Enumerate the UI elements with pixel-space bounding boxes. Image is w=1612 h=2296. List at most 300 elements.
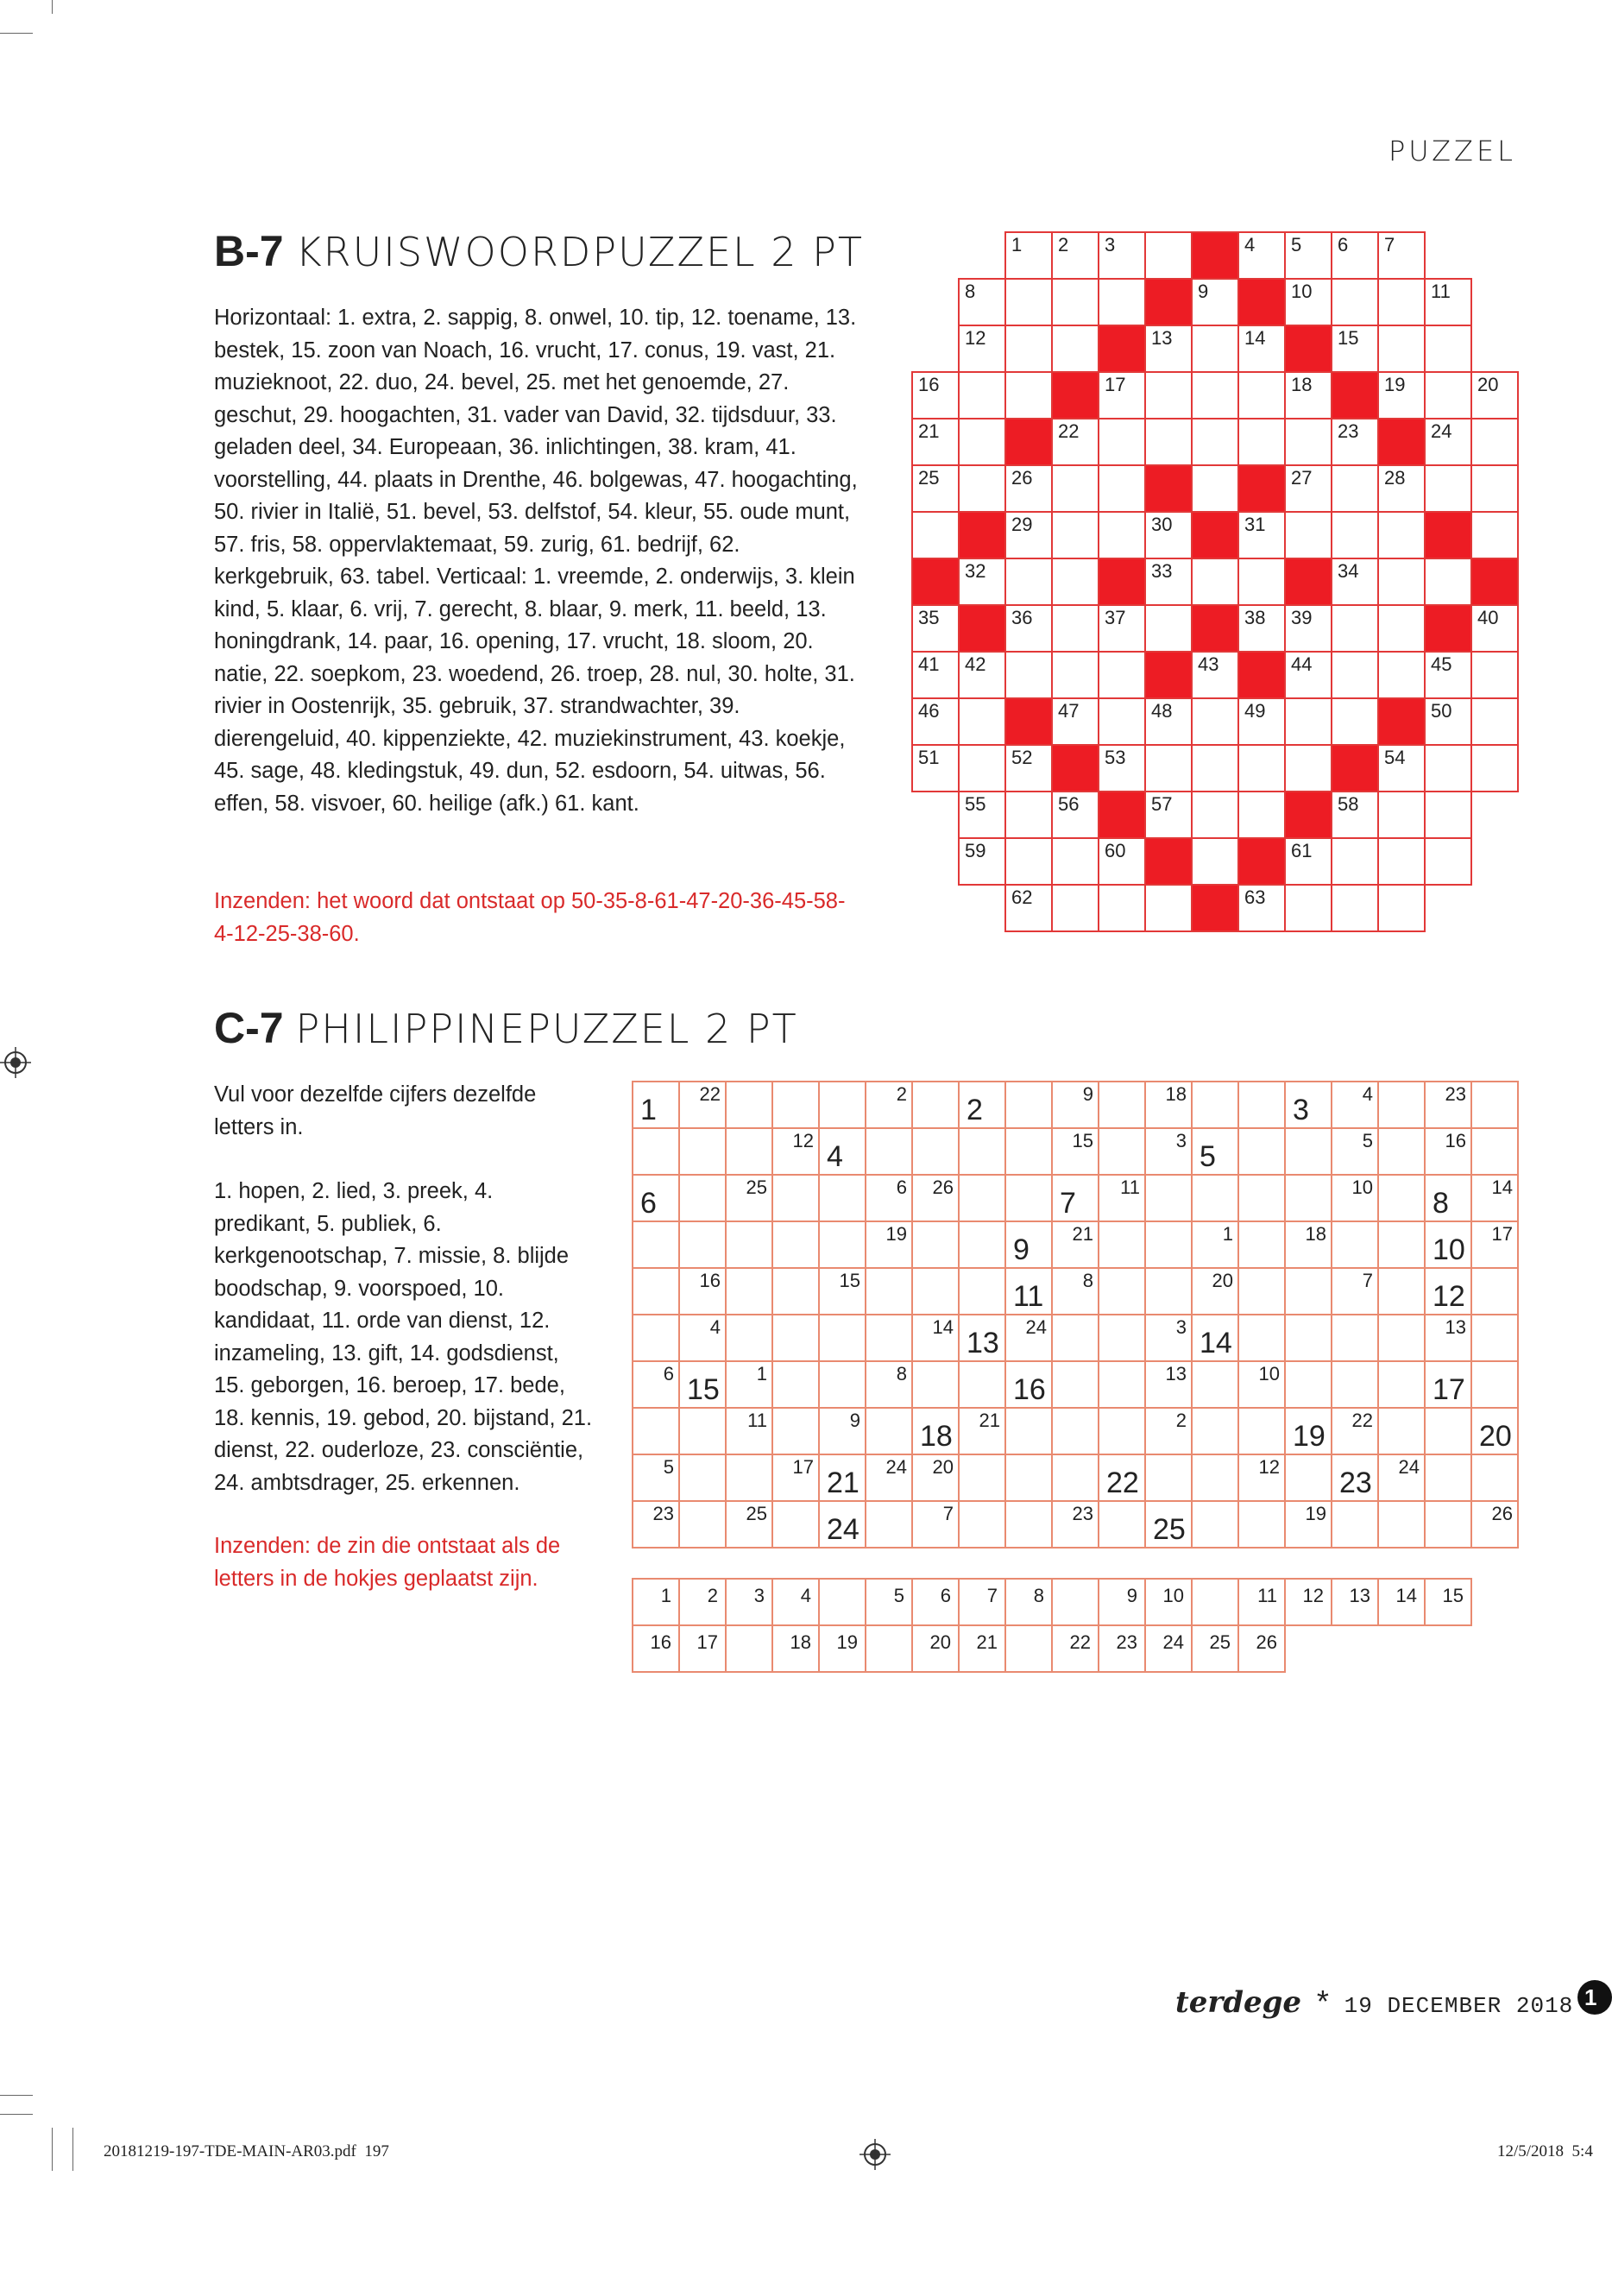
philippine-cell[interactable] bbox=[865, 1360, 913, 1409]
philippine-cell[interactable] bbox=[1470, 1454, 1519, 1502]
crossword-cell[interactable] bbox=[1424, 325, 1472, 373]
crossword-cell[interactable] bbox=[1004, 558, 1053, 606]
answer-cell[interactable] bbox=[1237, 1578, 1286, 1626]
crossword-cell[interactable] bbox=[1051, 558, 1099, 606]
philippine-cell[interactable] bbox=[1237, 1081, 1286, 1129]
crossword-cell[interactable] bbox=[1424, 791, 1472, 839]
answer-cell[interactable] bbox=[911, 1624, 960, 1673]
crossword-cell[interactable] bbox=[1098, 231, 1146, 280]
crossword-cell[interactable] bbox=[1051, 697, 1099, 746]
philippine-cell[interactable] bbox=[1004, 1360, 1053, 1409]
philippine-cell[interactable] bbox=[1144, 1221, 1193, 1269]
crossword-cell[interactable] bbox=[911, 744, 960, 792]
crossword-cell[interactable] bbox=[1098, 837, 1146, 886]
crossword-cell[interactable] bbox=[1377, 231, 1426, 280]
philippine-cell[interactable] bbox=[818, 1267, 866, 1315]
philippine-cell[interactable] bbox=[1051, 1314, 1099, 1362]
philippine-cell[interactable] bbox=[1331, 1360, 1379, 1409]
answer-cell[interactable] bbox=[1377, 1578, 1426, 1626]
philippine-cell[interactable] bbox=[678, 1360, 727, 1409]
crossword-cell[interactable] bbox=[1237, 697, 1286, 746]
philippine-cell[interactable] bbox=[1470, 1314, 1519, 1362]
crossword-cell[interactable] bbox=[1377, 464, 1426, 513]
philippine-cell[interactable] bbox=[1470, 1081, 1519, 1129]
crossword-cell[interactable] bbox=[1004, 651, 1053, 699]
philippine-cell[interactable] bbox=[632, 1454, 680, 1502]
crossword-cell[interactable] bbox=[1284, 697, 1332, 746]
crossword-cell[interactable] bbox=[1144, 791, 1193, 839]
philippine-cell[interactable] bbox=[1237, 1127, 1286, 1176]
philippine-cell[interactable] bbox=[1331, 1081, 1379, 1129]
philippine-cell[interactable] bbox=[632, 1081, 680, 1129]
answer-cell[interactable] bbox=[1191, 1624, 1239, 1673]
philippine-cell[interactable] bbox=[1424, 1127, 1472, 1176]
philippine-cell[interactable] bbox=[1377, 1081, 1426, 1129]
crossword-cell[interactable] bbox=[1191, 418, 1239, 466]
crossword-cell[interactable] bbox=[911, 511, 960, 559]
philippine-cell[interactable] bbox=[958, 1500, 1006, 1549]
crossword-cell[interactable] bbox=[1470, 697, 1519, 746]
answer-cell[interactable] bbox=[1144, 1624, 1193, 1673]
philippine-cell[interactable] bbox=[1237, 1314, 1286, 1362]
philippine-cell[interactable] bbox=[958, 1221, 1006, 1269]
crossword-cell[interactable] bbox=[1331, 651, 1379, 699]
philippine-cell[interactable] bbox=[1191, 1267, 1239, 1315]
philippine-cell[interactable] bbox=[1237, 1360, 1286, 1409]
crossword-cell[interactable] bbox=[1470, 511, 1519, 559]
crossword-cell[interactable] bbox=[1004, 604, 1053, 653]
answer-cell[interactable] bbox=[1424, 1578, 1472, 1626]
crossword-cell[interactable] bbox=[1004, 464, 1053, 513]
crossword-cell[interactable] bbox=[958, 558, 1006, 606]
philippine-cell[interactable] bbox=[1377, 1127, 1426, 1176]
philippine-cell[interactable] bbox=[1470, 1500, 1519, 1549]
philippine-cell[interactable] bbox=[678, 1081, 727, 1129]
crossword-cell[interactable] bbox=[1051, 231, 1099, 280]
crossword-cell[interactable] bbox=[1051, 884, 1099, 932]
answer-cell[interactable] bbox=[632, 1578, 680, 1626]
answer-cell[interactable] bbox=[1284, 1578, 1332, 1626]
philippine-cell[interactable] bbox=[958, 1267, 1006, 1315]
philippine-cell[interactable] bbox=[1191, 1500, 1239, 1549]
philippine-cell[interactable] bbox=[771, 1500, 820, 1549]
crossword-cell[interactable] bbox=[1237, 884, 1286, 932]
crossword-cell[interactable] bbox=[1051, 837, 1099, 886]
philippine-cell[interactable] bbox=[865, 1174, 913, 1222]
philippine-cell[interactable] bbox=[818, 1314, 866, 1362]
crossword-cell[interactable] bbox=[1377, 558, 1426, 606]
philippine-cell[interactable] bbox=[1144, 1267, 1193, 1315]
philippine-cell[interactable] bbox=[1284, 1407, 1332, 1455]
crossword-cell[interactable] bbox=[1237, 231, 1286, 280]
philippine-cell[interactable] bbox=[725, 1454, 773, 1502]
philippine-cell[interactable] bbox=[1004, 1314, 1053, 1362]
crossword-cell[interactable] bbox=[1331, 231, 1379, 280]
philippine-cell[interactable] bbox=[1191, 1407, 1239, 1455]
answer-cell[interactable] bbox=[818, 1578, 866, 1626]
philippine-cell[interactable] bbox=[1191, 1454, 1239, 1502]
philippine-cell[interactable] bbox=[1098, 1360, 1146, 1409]
crossword-cell[interactable] bbox=[1237, 511, 1286, 559]
crossword-cell[interactable] bbox=[1237, 604, 1286, 653]
philippine-cell[interactable] bbox=[1004, 1454, 1053, 1502]
crossword-cell[interactable] bbox=[1144, 604, 1193, 653]
crossword-cell[interactable] bbox=[1004, 837, 1053, 886]
philippine-cell[interactable] bbox=[1331, 1267, 1379, 1315]
philippine-cell[interactable] bbox=[1424, 1221, 1472, 1269]
answer-cell[interactable] bbox=[725, 1624, 773, 1673]
crossword-cell[interactable] bbox=[1051, 791, 1099, 839]
philippine-cell[interactable] bbox=[1237, 1174, 1286, 1222]
philippine-cell[interactable] bbox=[911, 1127, 960, 1176]
philippine-cell[interactable] bbox=[1004, 1174, 1053, 1222]
crossword-cell[interactable] bbox=[911, 651, 960, 699]
philippine-cell[interactable] bbox=[1424, 1081, 1472, 1129]
philippine-cell[interactable] bbox=[725, 1314, 773, 1362]
crossword-cell[interactable] bbox=[1377, 278, 1426, 326]
philippine-cell[interactable] bbox=[1004, 1407, 1053, 1455]
crossword-cell[interactable] bbox=[958, 325, 1006, 373]
philippine-cell[interactable] bbox=[632, 1267, 680, 1315]
answer-cell[interactable] bbox=[1098, 1578, 1146, 1626]
philippine-cell[interactable] bbox=[678, 1407, 727, 1455]
philippine-cell[interactable] bbox=[1377, 1454, 1426, 1502]
crossword-cell[interactable] bbox=[1098, 697, 1146, 746]
crossword-cell[interactable] bbox=[1051, 325, 1099, 373]
philippine-cell[interactable] bbox=[678, 1500, 727, 1549]
crossword-cell[interactable] bbox=[1331, 697, 1379, 746]
answer-cell[interactable] bbox=[771, 1578, 820, 1626]
crossword-cell[interactable] bbox=[1284, 231, 1332, 280]
crossword-cell[interactable] bbox=[1377, 604, 1426, 653]
crossword-cell[interactable] bbox=[1144, 371, 1193, 419]
philippine-cell[interactable] bbox=[771, 1081, 820, 1129]
philippine-cell[interactable] bbox=[1051, 1267, 1099, 1315]
philippine-cell[interactable] bbox=[725, 1360, 773, 1409]
crossword-cell[interactable] bbox=[1144, 744, 1193, 792]
crossword-cell[interactable] bbox=[1284, 278, 1332, 326]
philippine-cell[interactable] bbox=[632, 1221, 680, 1269]
philippine-cell[interactable] bbox=[1098, 1407, 1146, 1455]
philippine-cell[interactable] bbox=[1191, 1127, 1239, 1176]
crossword-cell[interactable] bbox=[1284, 837, 1332, 886]
crossword-cell[interactable] bbox=[1051, 604, 1099, 653]
philippine-cell[interactable] bbox=[678, 1454, 727, 1502]
crossword-cell[interactable] bbox=[1470, 604, 1519, 653]
crossword-cell[interactable] bbox=[1144, 325, 1193, 373]
philippine-cell[interactable] bbox=[632, 1314, 680, 1362]
crossword-cell[interactable] bbox=[911, 697, 960, 746]
crossword-cell[interactable] bbox=[1004, 791, 1053, 839]
philippine-cell[interactable] bbox=[911, 1267, 960, 1315]
crossword-cell[interactable] bbox=[958, 651, 1006, 699]
crossword-cell[interactable] bbox=[1331, 791, 1379, 839]
crossword-cell[interactable] bbox=[1191, 371, 1239, 419]
crossword-cell[interactable] bbox=[1051, 418, 1099, 466]
crossword-cell[interactable] bbox=[1377, 511, 1426, 559]
answer-cell[interactable] bbox=[865, 1578, 913, 1626]
philippine-cell[interactable] bbox=[865, 1267, 913, 1315]
crossword-cell[interactable] bbox=[1144, 884, 1193, 932]
philippine-cell[interactable] bbox=[1331, 1174, 1379, 1222]
philippine-cell[interactable] bbox=[1144, 1360, 1193, 1409]
philippine-cell[interactable] bbox=[1004, 1500, 1053, 1549]
crossword-cell[interactable] bbox=[1098, 744, 1146, 792]
philippine-cell[interactable] bbox=[865, 1407, 913, 1455]
crossword-cell[interactable] bbox=[1144, 558, 1193, 606]
philippine-cell[interactable] bbox=[725, 1500, 773, 1549]
crossword-cell[interactable] bbox=[1284, 371, 1332, 419]
crossword-cell[interactable] bbox=[1331, 278, 1379, 326]
crossword-cell[interactable] bbox=[1004, 325, 1053, 373]
philippine-cell[interactable] bbox=[911, 1081, 960, 1129]
crossword-cell[interactable] bbox=[1237, 558, 1286, 606]
crossword-cell[interactable] bbox=[1004, 511, 1053, 559]
crossword-cell[interactable] bbox=[1331, 464, 1379, 513]
philippine-cell[interactable] bbox=[865, 1500, 913, 1549]
philippine-cell[interactable] bbox=[1331, 1500, 1379, 1549]
philippine-cell[interactable] bbox=[1144, 1314, 1193, 1362]
answer-cell[interactable] bbox=[865, 1624, 913, 1673]
crossword-cell[interactable] bbox=[1470, 651, 1519, 699]
answer-cell[interactable] bbox=[1051, 1624, 1099, 1673]
philippine-cell[interactable] bbox=[1331, 1407, 1379, 1455]
crossword-cell[interactable] bbox=[1424, 744, 1472, 792]
answer-cell[interactable] bbox=[678, 1578, 727, 1626]
philippine-cell[interactable] bbox=[1051, 1127, 1099, 1176]
philippine-cell[interactable] bbox=[725, 1221, 773, 1269]
philippine-cell[interactable] bbox=[958, 1407, 1006, 1455]
philippine-cell[interactable] bbox=[1424, 1174, 1472, 1222]
philippine-cell[interactable] bbox=[725, 1174, 773, 1222]
crossword-cell[interactable] bbox=[1098, 884, 1146, 932]
philippine-cell[interactable] bbox=[725, 1407, 773, 1455]
philippine-cell[interactable] bbox=[771, 1267, 820, 1315]
answer-cell[interactable] bbox=[1237, 1624, 1286, 1673]
crossword-cell[interactable] bbox=[1284, 418, 1332, 466]
answer-cell[interactable] bbox=[911, 1578, 960, 1626]
crossword-cell[interactable] bbox=[1051, 511, 1099, 559]
philippine-cell[interactable] bbox=[1377, 1174, 1426, 1222]
crossword-cell[interactable] bbox=[1470, 464, 1519, 513]
crossword-cell[interactable] bbox=[1191, 325, 1239, 373]
crossword-cell[interactable] bbox=[1191, 558, 1239, 606]
philippine-cell[interactable] bbox=[1237, 1267, 1286, 1315]
answer-cell[interactable] bbox=[818, 1624, 866, 1673]
crossword-cell[interactable] bbox=[1191, 697, 1239, 746]
crossword-cell[interactable] bbox=[1424, 558, 1472, 606]
crossword-cell[interactable] bbox=[1051, 278, 1099, 326]
philippine-cell[interactable] bbox=[1144, 1407, 1193, 1455]
philippine-cell[interactable] bbox=[911, 1454, 960, 1502]
philippine-cell[interactable] bbox=[1377, 1221, 1426, 1269]
crossword-cell[interactable] bbox=[1284, 604, 1332, 653]
philippine-cell[interactable] bbox=[725, 1081, 773, 1129]
philippine-cell[interactable] bbox=[1424, 1454, 1472, 1502]
answer-cell[interactable] bbox=[1098, 1624, 1146, 1673]
crossword-cell[interactable] bbox=[1098, 511, 1146, 559]
philippine-cell[interactable] bbox=[1470, 1221, 1519, 1269]
philippine-cell[interactable] bbox=[1284, 1500, 1332, 1549]
philippine-cell[interactable] bbox=[1051, 1500, 1099, 1549]
crossword-cell[interactable] bbox=[1004, 278, 1053, 326]
crossword-cell[interactable] bbox=[1098, 371, 1146, 419]
crossword-cell[interactable] bbox=[1470, 418, 1519, 466]
philippine-cell[interactable] bbox=[1470, 1267, 1519, 1315]
philippine-cell[interactable] bbox=[911, 1360, 960, 1409]
crossword-cell[interactable] bbox=[1191, 464, 1239, 513]
crossword-cell[interactable] bbox=[1098, 604, 1146, 653]
philippine-cell[interactable] bbox=[1377, 1500, 1426, 1549]
philippine-cell[interactable] bbox=[1191, 1360, 1239, 1409]
philippine-cell[interactable] bbox=[1284, 1127, 1332, 1176]
crossword-cell[interactable] bbox=[1284, 744, 1332, 792]
crossword-cell[interactable] bbox=[1284, 884, 1332, 932]
answer-cell[interactable] bbox=[678, 1624, 727, 1673]
crossword-cell[interactable] bbox=[1191, 744, 1239, 792]
crossword-cell[interactable] bbox=[1144, 418, 1193, 466]
philippine-cell[interactable] bbox=[678, 1267, 727, 1315]
philippine-cell[interactable] bbox=[1237, 1454, 1286, 1502]
philippine-cell[interactable] bbox=[818, 1500, 866, 1549]
philippine-cell[interactable] bbox=[1004, 1081, 1053, 1129]
crossword-cell[interactable] bbox=[1144, 511, 1193, 559]
philippine-cell[interactable] bbox=[1144, 1127, 1193, 1176]
crossword-cell[interactable] bbox=[1284, 464, 1332, 513]
crossword-cell[interactable] bbox=[1237, 418, 1286, 466]
philippine-cell[interactable] bbox=[1098, 1267, 1146, 1315]
crossword-cell[interactable] bbox=[1144, 697, 1193, 746]
philippine-cell[interactable] bbox=[818, 1221, 866, 1269]
philippine-cell[interactable] bbox=[1098, 1127, 1146, 1176]
answer-cell[interactable] bbox=[725, 1578, 773, 1626]
philippine-cell[interactable] bbox=[1331, 1454, 1379, 1502]
philippine-cell[interactable] bbox=[1098, 1454, 1146, 1502]
crossword-cell[interactable] bbox=[1191, 791, 1239, 839]
philippine-cell[interactable] bbox=[911, 1407, 960, 1455]
crossword-cell[interactable] bbox=[1004, 744, 1053, 792]
philippine-cell[interactable] bbox=[911, 1500, 960, 1549]
crossword-cell[interactable] bbox=[1004, 884, 1053, 932]
philippine-cell[interactable] bbox=[1144, 1454, 1193, 1502]
crossword-cell[interactable] bbox=[1237, 325, 1286, 373]
philippine-cell[interactable] bbox=[1377, 1267, 1426, 1315]
philippine-cell[interactable] bbox=[771, 1174, 820, 1222]
crossword-cell[interactable] bbox=[1331, 418, 1379, 466]
philippine-cell[interactable] bbox=[725, 1267, 773, 1315]
philippine-cell[interactable] bbox=[1098, 1174, 1146, 1222]
philippine-cell[interactable] bbox=[1004, 1127, 1053, 1176]
philippine-cell[interactable] bbox=[958, 1081, 1006, 1129]
philippine-cell[interactable] bbox=[632, 1127, 680, 1176]
crossword-cell[interactable] bbox=[1424, 371, 1472, 419]
philippine-cell[interactable] bbox=[818, 1174, 866, 1222]
philippine-cell[interactable] bbox=[1237, 1500, 1286, 1549]
philippine-cell[interactable] bbox=[1284, 1221, 1332, 1269]
crossword-cell[interactable] bbox=[1284, 511, 1332, 559]
crossword-cell[interactable] bbox=[1470, 371, 1519, 419]
philippine-cell[interactable] bbox=[865, 1081, 913, 1129]
philippine-cell[interactable] bbox=[1191, 1221, 1239, 1269]
philippine-cell[interactable] bbox=[818, 1454, 866, 1502]
philippine-cell[interactable] bbox=[958, 1360, 1006, 1409]
crossword-cell[interactable] bbox=[1424, 837, 1472, 886]
crossword-cell[interactable] bbox=[958, 837, 1006, 886]
philippine-cell[interactable] bbox=[1424, 1314, 1472, 1362]
crossword-cell[interactable] bbox=[1424, 418, 1472, 466]
philippine-cell[interactable] bbox=[1470, 1127, 1519, 1176]
philippine-cell[interactable] bbox=[1051, 1174, 1099, 1222]
philippine-cell[interactable] bbox=[678, 1174, 727, 1222]
crossword-cell[interactable] bbox=[1191, 837, 1239, 886]
crossword-cell[interactable] bbox=[1331, 837, 1379, 886]
crossword-cell[interactable] bbox=[911, 604, 960, 653]
philippine-cell[interactable] bbox=[818, 1127, 866, 1176]
crossword-cell[interactable] bbox=[1331, 325, 1379, 373]
philippine-cell[interactable] bbox=[911, 1174, 960, 1222]
philippine-cell[interactable] bbox=[1191, 1174, 1239, 1222]
philippine-cell[interactable] bbox=[771, 1454, 820, 1502]
crossword-cell[interactable] bbox=[1331, 511, 1379, 559]
crossword-cell[interactable] bbox=[1237, 791, 1286, 839]
philippine-cell[interactable] bbox=[958, 1454, 1006, 1502]
answer-cell[interactable] bbox=[1051, 1578, 1099, 1626]
crossword-cell[interactable] bbox=[1051, 651, 1099, 699]
crossword-cell[interactable] bbox=[1377, 371, 1426, 419]
philippine-cell[interactable] bbox=[1237, 1407, 1286, 1455]
philippine-cell[interactable] bbox=[771, 1360, 820, 1409]
crossword-cell[interactable] bbox=[958, 791, 1006, 839]
crossword-cell[interactable] bbox=[1424, 278, 1472, 326]
philippine-cell[interactable] bbox=[1424, 1267, 1472, 1315]
philippine-cell[interactable] bbox=[911, 1221, 960, 1269]
answer-cell[interactable] bbox=[632, 1624, 680, 1673]
philippine-cell[interactable] bbox=[1424, 1500, 1472, 1549]
crossword-cell[interactable] bbox=[958, 418, 1006, 466]
philippine-cell[interactable] bbox=[678, 1314, 727, 1362]
answer-cell[interactable] bbox=[1004, 1624, 1053, 1673]
crossword-cell[interactable] bbox=[958, 697, 1006, 746]
philippine-cell[interactable] bbox=[818, 1360, 866, 1409]
crossword-cell[interactable] bbox=[1331, 558, 1379, 606]
crossword-cell[interactable] bbox=[1424, 697, 1472, 746]
crossword-cell[interactable] bbox=[1098, 418, 1146, 466]
philippine-cell[interactable] bbox=[818, 1407, 866, 1455]
philippine-cell[interactable] bbox=[771, 1314, 820, 1362]
philippine-cell[interactable] bbox=[1284, 1360, 1332, 1409]
philippine-cell[interactable] bbox=[865, 1127, 913, 1176]
crossword-cell[interactable] bbox=[1098, 464, 1146, 513]
philippine-cell[interactable] bbox=[1144, 1081, 1193, 1129]
philippine-cell[interactable] bbox=[1284, 1081, 1332, 1129]
crossword-cell[interactable] bbox=[1191, 651, 1239, 699]
philippine-cell[interactable] bbox=[1051, 1454, 1099, 1502]
crossword-cell[interactable] bbox=[1377, 837, 1426, 886]
crossword-cell[interactable] bbox=[1377, 884, 1426, 932]
philippine-cell[interactable] bbox=[1098, 1081, 1146, 1129]
philippine-cell[interactable] bbox=[1331, 1314, 1379, 1362]
crossword-cell[interactable] bbox=[1144, 231, 1193, 280]
crossword-cell[interactable] bbox=[1191, 278, 1239, 326]
crossword-cell[interactable] bbox=[958, 744, 1006, 792]
crossword-cell[interactable] bbox=[911, 418, 960, 466]
answer-cell[interactable] bbox=[771, 1624, 820, 1673]
philippine-cell[interactable] bbox=[632, 1360, 680, 1409]
crossword-cell[interactable] bbox=[1004, 231, 1053, 280]
philippine-cell[interactable] bbox=[1191, 1314, 1239, 1362]
philippine-cell[interactable] bbox=[771, 1407, 820, 1455]
philippine-cell[interactable] bbox=[1051, 1081, 1099, 1129]
